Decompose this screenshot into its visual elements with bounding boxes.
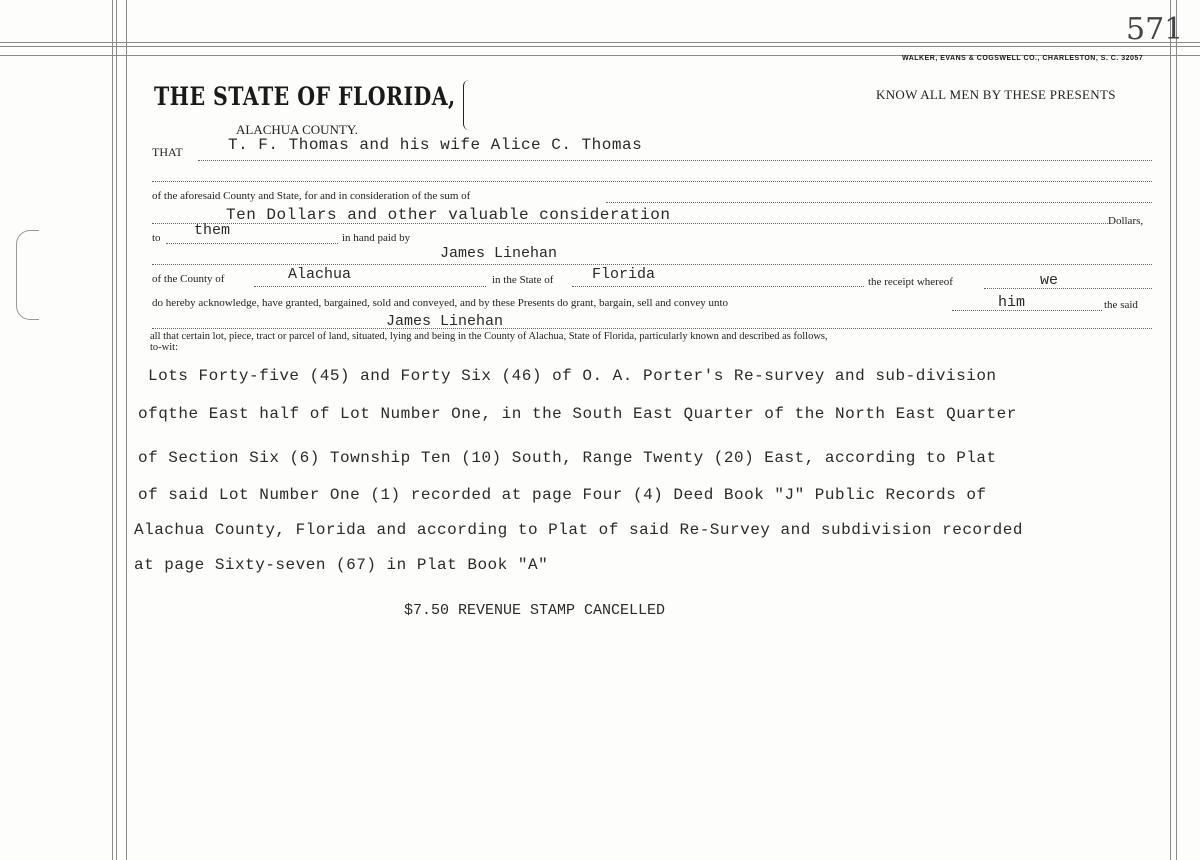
grantors-value: T. F. Thomas and his wife Alice C. Thomas xyxy=(228,136,643,154)
the-said: the said xyxy=(1104,299,1138,311)
grantor-line xyxy=(198,160,1152,161)
left-margin-line xyxy=(112,0,113,860)
county-label: ALACHUA COUNTY. xyxy=(236,122,358,137)
description-line-6: at page Sixty-seven (67) in Plat Book "A" xyxy=(134,556,549,574)
description-line-3: of Section Six (6) Township Ten (10) South, Range Twenty (20) East, according to Plat xyxy=(138,449,997,467)
to-wit: to-wit: xyxy=(150,342,178,353)
revenue-stamp-note: $7.50 REVENUE STAMP CANCELLED xyxy=(404,602,666,619)
state-value: Florida xyxy=(592,266,656,283)
to-fill-line xyxy=(166,243,338,244)
in-hand-paid-label: in hand paid by xyxy=(342,232,411,244)
convey-fill-line xyxy=(952,310,1102,311)
receipt-label: the receipt whereof xyxy=(868,276,953,288)
state-of-label: in the State of xyxy=(492,274,554,286)
paid-by-value: James Linehan xyxy=(440,245,558,262)
paid-by-line xyxy=(152,264,1152,265)
page-number: 571 xyxy=(1126,12,1184,47)
dollars-suffix: Dollars, xyxy=(1108,215,1144,227)
grantee-value: James Linehan xyxy=(386,313,504,330)
binder-clip-mark xyxy=(16,230,39,320)
right-margin-line-2 xyxy=(1176,0,1177,860)
description-line-2: ofqthe East half of Lot Number One, in the South East Quarter of the North East Quarter xyxy=(138,405,1017,423)
description-line-1: Lots Forty-five (45) and Forty Six (46) of O. A. Porter's Re-survey and sub-division xyxy=(148,367,997,385)
left-margin-line-2 xyxy=(116,0,117,860)
left-margin-line-3 xyxy=(126,0,127,860)
receipt-fill-line xyxy=(984,288,1152,289)
printer-imprint: WALKER, EVANS & COGSWELL CO., CHARLESTON, S. C. 32057 xyxy=(902,55,1144,62)
sum-fill-line xyxy=(606,202,1152,203)
blank-line xyxy=(152,181,1152,182)
county-of-label: of the County of xyxy=(152,273,225,285)
convey-value: him xyxy=(998,294,1026,311)
grantee-line xyxy=(152,328,1152,329)
right-margin-line xyxy=(1170,0,1171,860)
to-value: them xyxy=(194,222,231,239)
top-rule-2 xyxy=(0,46,1200,47)
know-all-men: KNOW ALL MEN BY THESE PRESENTS xyxy=(876,87,1116,102)
all-that-text: all that certain lot, piece, tract or parcel of land, situated, lying and being in the County of Alachua, State of Florida, particularly known and described as follows, xyxy=(150,331,828,342)
description-line-5: Alachua County, Florida and according to Plat of said Re-Survey and subdivision recorded xyxy=(134,521,1023,539)
that-label: THAT xyxy=(152,145,183,159)
description-line-4: of said Lot Number One (1) recorded at page Four (4) Deed Book "J" Public Records of xyxy=(138,486,987,504)
acknowledge-text: do hereby acknowledge, have granted, bargained, sold and conveyed, and by these Presents do grant, bargain, sell and convey unto xyxy=(152,297,729,309)
state-title: THE STATE OF FLORIDA, xyxy=(154,82,456,111)
sum-line-text: of the aforesaid County and State, for and in consideration of the sum of xyxy=(152,190,471,202)
county-fill-line xyxy=(254,286,486,287)
county-value: Alachua xyxy=(288,266,352,283)
top-rule xyxy=(0,42,1200,43)
state-fill-line xyxy=(572,286,864,287)
to-label: to xyxy=(152,232,161,244)
consideration-value: Ten Dollars and other valuable consideration xyxy=(226,206,671,224)
receipt-value: we xyxy=(1040,272,1059,289)
title-brace xyxy=(463,80,470,130)
